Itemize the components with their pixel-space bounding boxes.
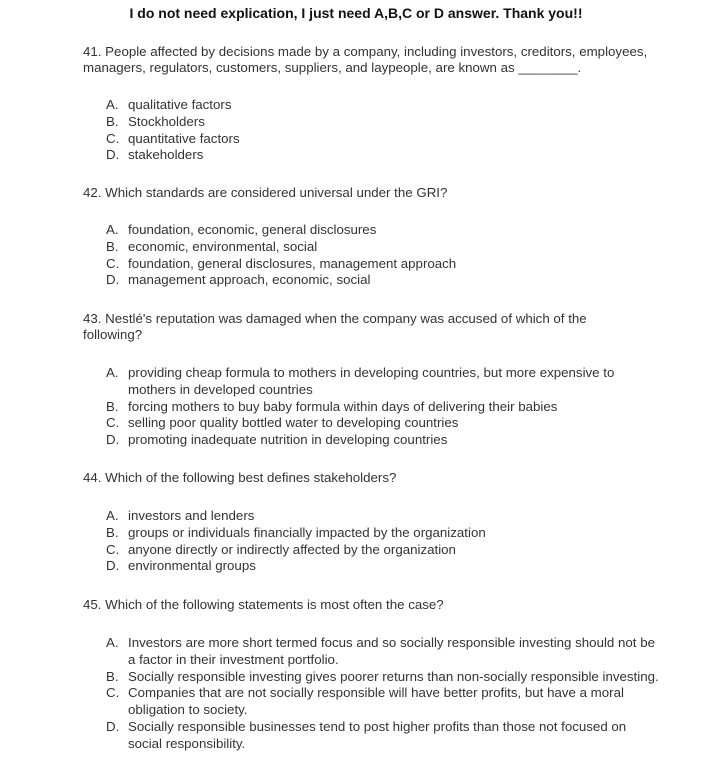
option-41-c[interactable]: C. quantitative factors — [106, 130, 240, 146]
option-45-d[interactable]: D. Socially responsible businesses tend to post higher profits than those not focused on social responsibility. — [106, 718, 627, 751]
option-43-c[interactable]: C. selling poor quality bottled water to developing countries — [106, 415, 459, 431]
option-44-a[interactable]: A. investors and lenders — [106, 508, 255, 523]
question-41: 41. People affected by decisions made by a company, including investors, creditors, employees, managers, regulators, customers, suppliers, and laypeople, are known as ________. — [83, 44, 648, 75]
option-42-d[interactable]: D. management approach, economic, social — [106, 272, 371, 288]
question-44: 44. Which of the following best defines stakeholders? — [83, 470, 397, 485]
options-41 — [106, 97, 676, 164]
options-45 — [106, 635, 661, 753]
options-44 — [106, 508, 676, 575]
question-43: 43. Nestlé's reputation was damaged when the company was accused of which of the following? — [83, 311, 587, 342]
option-41-a[interactable]: A. qualitative factors — [106, 97, 232, 112]
option-44-c[interactable]: C. anyone directly or indirectly affected by the organization — [106, 541, 456, 557]
option-42-b[interactable]: B. economic, environmental, social — [106, 238, 318, 254]
page-header: I do not need explication, I just need A,B,C or D answer. Thank you!! — [129, 5, 583, 21]
options-43 — [106, 365, 646, 449]
option-44-b[interactable]: B. groups or individuals financially impacted by the organization — [106, 524, 486, 540]
option-41-b[interactable]: B. Stockholders — [106, 113, 205, 129]
option-45-c[interactable]: C. Companies that are not socially responsible will have better profits, but have a moral obligation to society. — [106, 685, 624, 718]
option-44-d[interactable]: D. environmental groups — [106, 558, 256, 574]
option-42-a[interactable]: A. foundation, economic, general disclosures — [106, 222, 377, 237]
option-42-c[interactable]: C. foundation, general disclosures, management approach — [106, 255, 457, 271]
option-45-a[interactable]: A. Investors are more short termed focus and so socially responsible investing should not be a factor in their investment portfolio. — [106, 635, 655, 667]
option-43-a[interactable]: A. providing cheap formula to mothers in developing countries, but more expensive to mothers in developed countries — [106, 365, 615, 397]
option-43-d[interactable]: D. promoting inadequate nutrition in developing countries — [106, 432, 448, 448]
question-45: 45. Which of the following statements is most often the case? — [83, 597, 444, 612]
question-42: 42. Which standards are considered universal under the GRI? — [83, 185, 448, 200]
options-42 — [106, 222, 676, 289]
option-41-d[interactable]: D. stakeholders — [106, 147, 204, 163]
option-43-b[interactable]: B. forcing mothers to buy baby formula within days of delivering their babies — [106, 398, 558, 414]
option-45-b[interactable]: B. Socially responsible investing gives poorer returns than non-socially responsible investing. — [106, 668, 659, 684]
